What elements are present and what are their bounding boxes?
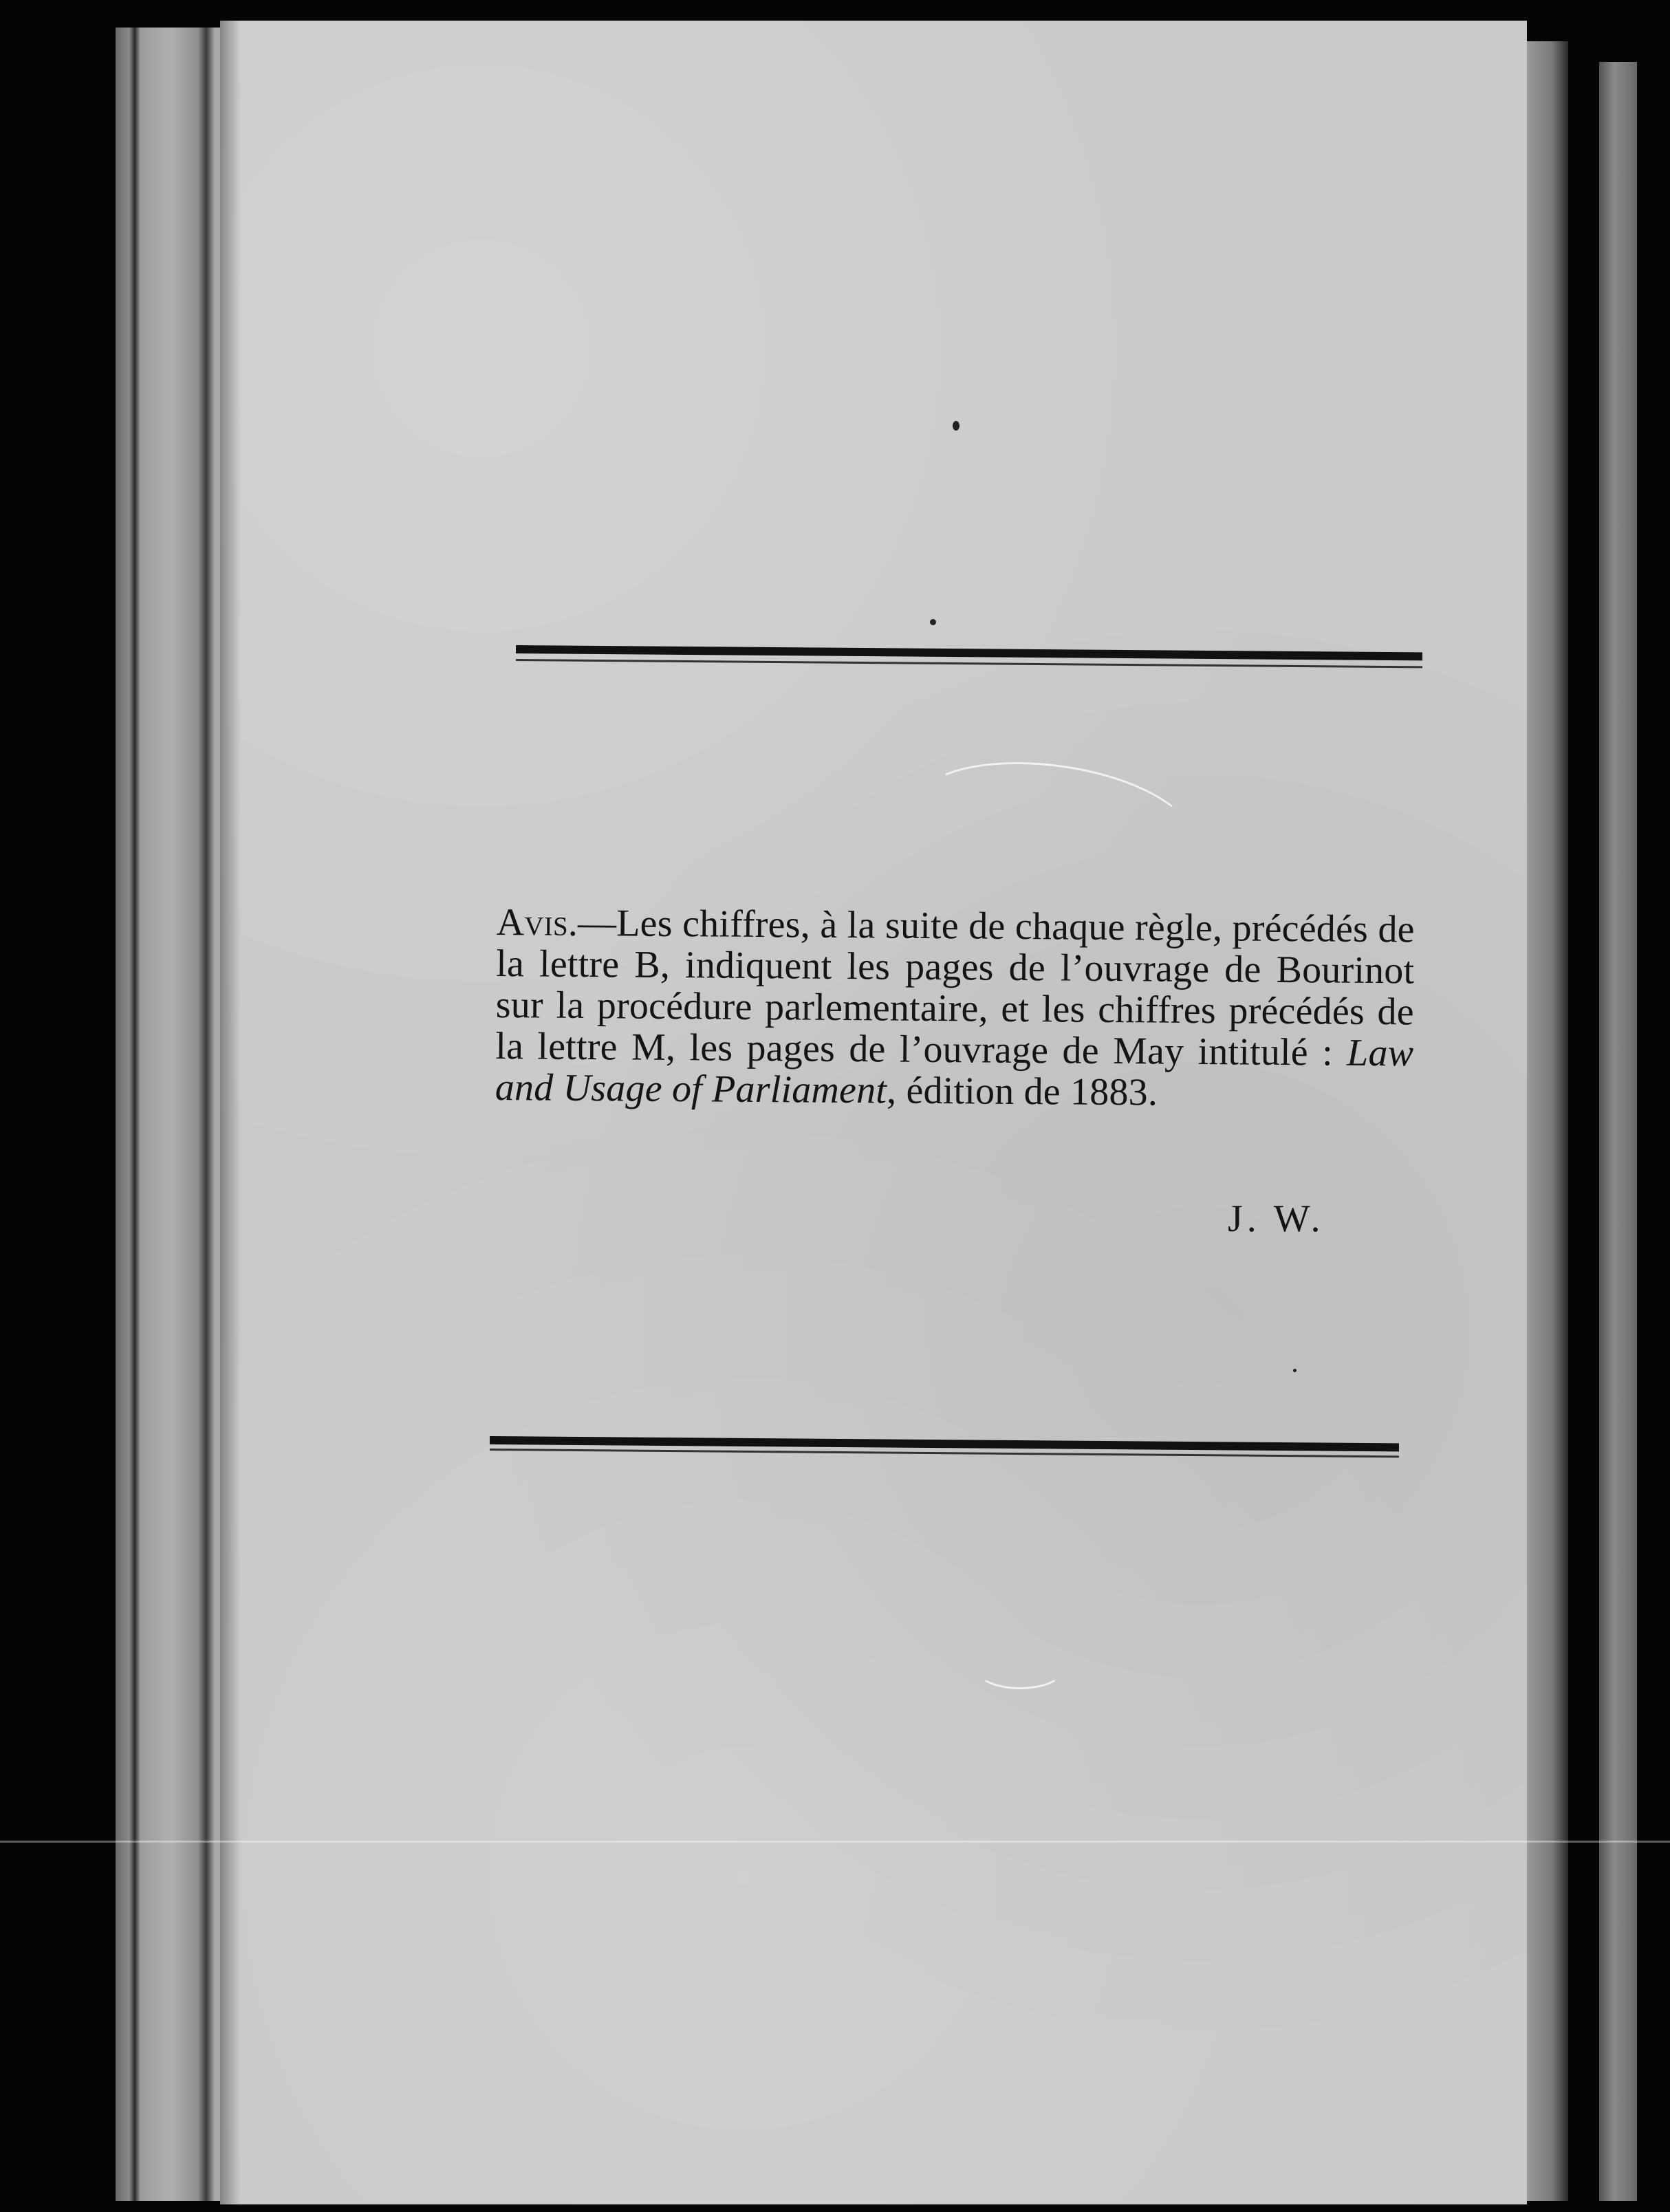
- facing-page-edge: [1599, 62, 1637, 2201]
- gutter-shadow: [220, 21, 241, 2204]
- right-page-edge: [1527, 41, 1568, 2201]
- notice-paragraph: [495, 902, 1415, 1115]
- scan-artifact-line: [0, 1841, 1670, 1843]
- notice-book-title: Law and Usage of Parliament: [495, 1031, 1414, 1112]
- signature-initials: J. W.: [1228, 1197, 1325, 1240]
- ink-speck: [1293, 1369, 1297, 1372]
- notice-lead: Avis.: [496, 901, 578, 944]
- notice-body-1: —Les chiffres, à la suite de chaque règle, précédés de la lettre B, indiquent les pages de l’ouvrage de Bourinot sur la procédure parlementaire, et les chiffres précédés de la lettre M, les pages de l’ouvrage de May intitulé :: [495, 901, 1415, 1074]
- notice-body-2: , édition de 1883.: [886, 1069, 1158, 1114]
- paper-scratch: [977, 1651, 1063, 1689]
- ink-speck: [930, 619, 936, 625]
- ink-speck: [953, 421, 959, 431]
